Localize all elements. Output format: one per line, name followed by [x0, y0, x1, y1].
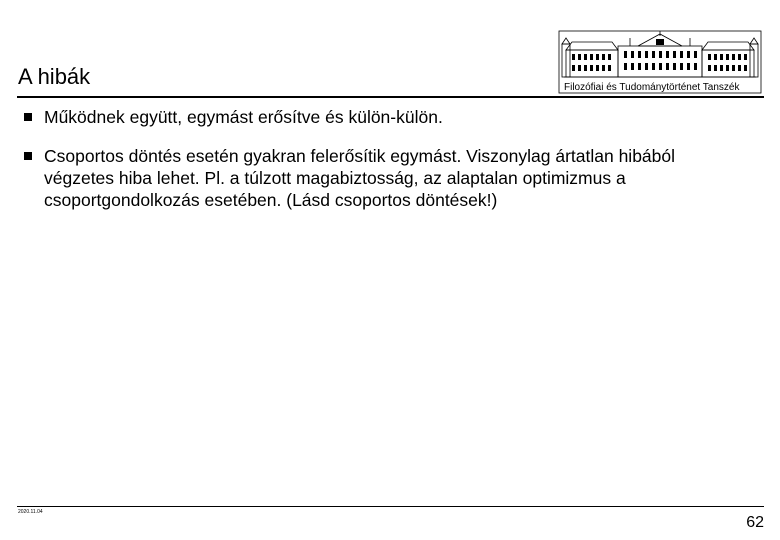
bullet-item [22, 145, 742, 211]
square-bullet-icon [24, 152, 32, 160]
footer-divider [17, 506, 764, 507]
page-number: 62 [746, 514, 764, 531]
bullet-text: Csoportos döntés esetén gyakran felerősítik egymást. Viszonylag ártatlan hibából végzetes hiba lehet. Pl. a túlzott magabiztosság, az alaptalan optimizmus a csoportgondolkozás esetében. (Lásd csoportos döntések!) [44, 146, 676, 210]
bullet-text: Működnek együtt, egymást erősítve és külön-külön. [44, 107, 443, 127]
slide-title: A hibák [18, 64, 91, 89]
header-divider [17, 96, 764, 98]
square-bullet-icon [24, 113, 32, 121]
footer-date: 2020.11.04 [18, 509, 43, 515]
department-name: Filozófiai és Tudománytörténet Tanszék [564, 82, 740, 93]
bullet-item [22, 106, 742, 128]
bullet-list [22, 106, 742, 228]
